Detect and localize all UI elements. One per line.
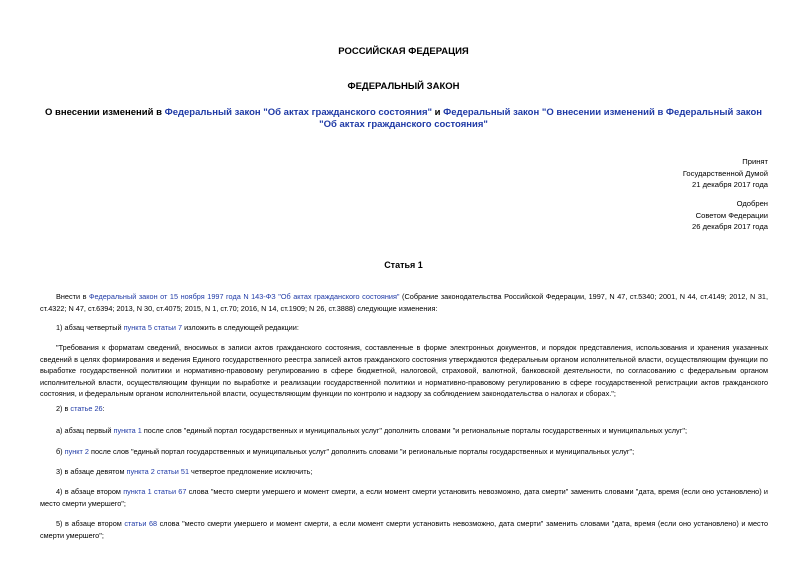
paragraph-item-4	[40, 486, 768, 509]
title-middle: и	[432, 107, 444, 118]
title-link-amendment-law[interactable]: Федеральный закон "О внесении изменений в Федеральный закон "Об актах гражданского состояния"	[319, 107, 762, 130]
adoption-duma	[683, 156, 768, 191]
paragraph-item-5	[40, 518, 768, 541]
law-type-heading: ФЕДЕРАЛЬНЫЙ ЗАКОН	[347, 81, 460, 92]
title-link-civil-status-law[interactable]: Федеральный закон "Об актах гражданского состояния"	[164, 107, 433, 118]
paragraph-item-2	[40, 403, 768, 415]
approved-body: Советом Федерации	[695, 210, 768, 220]
paragraph-item-2a	[40, 425, 768, 437]
paragraph-text: слова "место смерти умершего и момент смерти, а если момент смерти установить невозможно, дата смерти" заменить словами "дата, время (если оно установлено) и место смерти умершего";	[40, 519, 769, 540]
title-prefix: О внесении изменений в	[45, 107, 165, 118]
link-article-68[interactable]: статьи 68	[124, 519, 158, 528]
link-point-1[interactable]: пункта 1	[113, 426, 142, 435]
paragraph-item-3	[40, 466, 768, 478]
paragraph-intro	[40, 291, 768, 314]
adoption-federation-council	[692, 198, 768, 233]
paragraph-text: 1) абзац четвертый	[56, 323, 124, 332]
paragraph-text: 5) в абзаце втором	[56, 519, 125, 528]
paragraph-text: после слов "единый портал государственных и муниципальных услуг" дополнить словами "и региональные порталы государственных и муниципальных услуг";	[88, 447, 635, 456]
approved-date: 26 декабря 2017 года	[692, 222, 768, 231]
accepted-body: Государственной Думой	[682, 168, 768, 178]
paragraph-item-2b	[40, 446, 768, 458]
accepted-label: Принят	[742, 157, 768, 166]
accepted-date: 21 декабря 2017 года	[692, 180, 768, 189]
paragraph-text: б)	[56, 447, 65, 456]
paragraph-quoted-requirements	[40, 342, 768, 400]
link-article-51-p2[interactable]: пункта 2 статьи 51	[126, 467, 190, 476]
paragraph-text: четвертое предложение исключить;	[189, 467, 313, 476]
paragraph-text: "Требования к форматам сведений, вносимых в записи актов гражданского состояния, составленные в форме электронных документов, и порядок представления, использования и хранения указанных сведений в целях формирования и ведения Единого государственного реестра записей актов гражданского состояния утверждаются федеральным органом исполнительной власти, осуществляющим функции по выработке государственной политики и нормативно-правовому регулированию в сфере бюджетной, налоговой, страховой, валютной, банковской деятельности, по согласованию с федеральным органом исполнительной власти, осуществляющим функции по выработке и реализации государственной политики и нормативно-правовому регулированию в сфере государственной регистрации актов гражданского состояния, и федеральным органом исполнительной власти, осуществляющим функции по контролю и надзору за соблюдением законодательства о налогах и сборах.";	[40, 343, 768, 399]
paragraph-text: Внести в	[56, 292, 89, 301]
link-article-67-p1[interactable]: пункта 1 статьи 67	[123, 487, 187, 496]
paragraph-text: :	[102, 404, 105, 413]
country-heading: РОССИЙСКАЯ ФЕДЕРАЦИЯ	[338, 46, 469, 57]
approved-label: Одобрен	[736, 199, 768, 208]
link-article-7-p5[interactable]: пункта 5 статьи 7	[123, 323, 183, 332]
paragraph-text: 4) в абзаце втором	[56, 487, 124, 496]
paragraph-text: а) абзац первый	[56, 426, 114, 435]
paragraph-text: 2) в	[56, 404, 71, 413]
paragraph-text: слова "место смерти умершего и момент смерти, а если момент смерти установить невозможно, дата смерти" заменить словами "дата, время (если оно установлено) и место смерти умершего";	[40, 487, 768, 508]
paragraph-text: изложить в следующей редакции:	[182, 323, 299, 332]
paragraph-text: 3) в абзаце девятом	[56, 467, 127, 476]
paragraph-text: (Собрание законодательства Российской Федерации, 1997, N 47, ст.5340; 2001, N 44, ст.4149; 2012, N 31, ст.4322; N 47, ст.6394; 2013, N 30, ст.4075; 2015, N 1, ст.70; 2016, N 14, ст.1909; N 26, ст.3888) следующие изменения:	[40, 292, 769, 313]
paragraph-item-1	[40, 322, 768, 334]
link-federal-law-143[interactable]: Федеральный закон от 15 ноября 1997 года N 143-ФЗ "Об актах гражданского состояния"	[89, 292, 400, 301]
link-point-2[interactable]: пункт 2	[64, 447, 89, 456]
article-heading: Статья 1	[384, 260, 423, 270]
law-title	[40, 107, 767, 131]
link-article-26[interactable]: статье 26	[70, 404, 103, 413]
paragraph-text: после слов "единый портал государственных и муниципальных услуг" дополнить словами "и региональные порталы государственных и муниципальных услуг";	[141, 426, 687, 435]
